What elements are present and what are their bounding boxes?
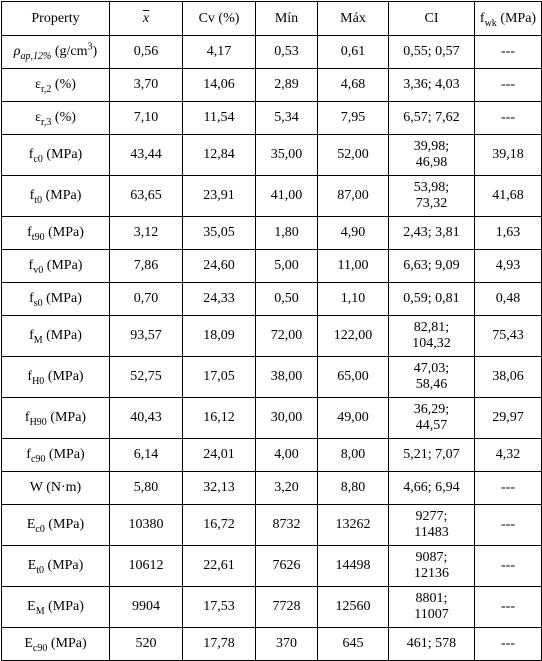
- cell-ci: 0,55; 0,57: [389, 36, 475, 69]
- cell-min: 7626: [256, 546, 318, 587]
- cell-fwk: 4,32: [475, 439, 542, 472]
- table-row: [2, 505, 542, 546]
- cell-ci: 6,63; 9,09: [389, 250, 475, 283]
- cell-cv: 17,53: [183, 587, 256, 628]
- cell-mean: 0,56: [110, 36, 183, 69]
- table-row: [2, 36, 542, 69]
- table-row: [2, 217, 542, 250]
- cell-mean: 93,57: [110, 316, 183, 357]
- cell-property: $\varepsilon_{r,2}$ (%): [2, 69, 110, 102]
- cell-property: $\varepsilon_{r,3}$ (%): [2, 102, 110, 135]
- cell-max: 122,00: [318, 316, 389, 357]
- cell-fwk: ---: [475, 587, 542, 628]
- cell-property: $f_{H90}$ (MPa): [2, 398, 110, 439]
- cell-ci: 53,98; 73,32: [389, 176, 475, 217]
- cell-ci: 39,98; 46,98: [389, 135, 475, 176]
- table-row: [2, 439, 542, 472]
- table-row: [2, 628, 542, 661]
- cell-ci: 36,29; 44,57: [389, 398, 475, 439]
- cell-mean: 10612: [110, 546, 183, 587]
- cell-mean: 7,86: [110, 250, 183, 283]
- cell-ci: 2,43; 3,81: [389, 217, 475, 250]
- cell-fwk: 75,43: [475, 316, 542, 357]
- cell-cv: 16,12: [183, 398, 256, 439]
- cell-property: $E_{c90}$ (MPa): [2, 628, 110, 661]
- cell-max: 49,00: [318, 398, 389, 439]
- cell-min: 72,00: [256, 316, 318, 357]
- cell-max: 0,61: [318, 36, 389, 69]
- cell-cv: 35,05: [183, 217, 256, 250]
- cell-property: $f_{c0}$ (MPa): [2, 135, 110, 176]
- cell-fwk: ---: [475, 36, 542, 69]
- cell-property: $f_{c90}$ (MPa): [2, 439, 110, 472]
- cell-max: 4,90: [318, 217, 389, 250]
- cell-fwk: 1,63: [475, 217, 542, 250]
- cell-max: 645: [318, 628, 389, 661]
- cell-property: $f_{s0}$ (MPa): [2, 283, 110, 316]
- table-row: [2, 587, 542, 628]
- cell-fwk: 0,48: [475, 283, 542, 316]
- cell-cv: 4,17: [183, 36, 256, 69]
- cell-min: 35,00: [256, 135, 318, 176]
- cell-min: 8732: [256, 505, 318, 546]
- header-row: [2, 2, 542, 36]
- cell-mean: 520: [110, 628, 183, 661]
- cell-property: $E_M$ (MPa): [2, 587, 110, 628]
- header-max: Máx: [318, 2, 389, 36]
- cell-cv: 22,61: [183, 546, 256, 587]
- cell-cv: 11,54: [183, 102, 256, 135]
- cell-mean: 52,75: [110, 357, 183, 398]
- cell-fwk: ---: [475, 546, 542, 587]
- cell-cv: 17,78: [183, 628, 256, 661]
- table-row: [2, 135, 542, 176]
- cell-min: 30,00: [256, 398, 318, 439]
- header-ci: CI: [389, 2, 475, 36]
- table-row: [2, 472, 542, 505]
- cell-fwk: ---: [475, 102, 542, 135]
- header-cv: Cv (%): [183, 2, 256, 36]
- cell-property: $\rho_{ap,12\%}$ $(g/cm^3)$: [2, 36, 110, 69]
- cell-fwk: ---: [475, 472, 542, 505]
- table-row: [2, 69, 542, 102]
- header-mean: [110, 2, 183, 36]
- cell-fwk: 4,93: [475, 250, 542, 283]
- cell-mean: 3,12: [110, 217, 183, 250]
- cell-max: 7,95: [318, 102, 389, 135]
- cell-mean: 5,80: [110, 472, 183, 505]
- table-body: [2, 36, 542, 661]
- cell-max: 4,68: [318, 69, 389, 102]
- table-row: [2, 250, 542, 283]
- mean-symbol: $\overline{x}$: [142, 10, 150, 26]
- cell-min: 7728: [256, 587, 318, 628]
- cell-fwk: 29,97: [475, 398, 542, 439]
- cell-min: 2,89: [256, 69, 318, 102]
- cell-fwk: 41,68: [475, 176, 542, 217]
- cell-ci: 47,03; 58,46: [389, 357, 475, 398]
- cell-min: 3,20: [256, 472, 318, 505]
- cell-ci: 5,21; 7,07: [389, 439, 475, 472]
- cell-property: W (N·m): [2, 472, 110, 505]
- cell-fwk: ---: [475, 505, 542, 546]
- cell-ci: 9277; 11483: [389, 505, 475, 546]
- header-min: Mín: [256, 2, 318, 36]
- cell-property: $f_{t0}$ (MPa): [2, 176, 110, 217]
- table-row: [2, 176, 542, 217]
- cell-property: $f_{v0}$ (MPa): [2, 250, 110, 283]
- cell-ci: 9087; 12136: [389, 546, 475, 587]
- cell-ci: 4,66; 6,94: [389, 472, 475, 505]
- table-row: [2, 357, 542, 398]
- table-row: [2, 546, 542, 587]
- cell-cv: 23,91: [183, 176, 256, 217]
- cell-max: 65,00: [318, 357, 389, 398]
- cell-min: 5,34: [256, 102, 318, 135]
- cell-min: 1,80: [256, 217, 318, 250]
- cell-cv: 18,09: [183, 316, 256, 357]
- cell-mean: 63,65: [110, 176, 183, 217]
- cell-property: $f_M$ (MPa): [2, 316, 110, 357]
- cell-cv: 16,72: [183, 505, 256, 546]
- cell-mean: 0,70: [110, 283, 183, 316]
- cell-min: 38,00: [256, 357, 318, 398]
- table-row: [2, 316, 542, 357]
- cell-min: 4,00: [256, 439, 318, 472]
- cell-ci: 8801; 11007: [389, 587, 475, 628]
- cell-mean: 40,43: [110, 398, 183, 439]
- cell-fwk: ---: [475, 628, 542, 661]
- cell-max: 11,00: [318, 250, 389, 283]
- cell-mean: 43,44: [110, 135, 183, 176]
- cell-mean: 3,70: [110, 69, 183, 102]
- cell-ci: 0,59; 0,81: [389, 283, 475, 316]
- cell-ci: 461; 578: [389, 628, 475, 661]
- cell-cv: 17,05: [183, 357, 256, 398]
- cell-fwk: 38,06: [475, 357, 542, 398]
- cell-property: $f_{H0}$ (MPa): [2, 357, 110, 398]
- cell-cv: 14,06: [183, 69, 256, 102]
- cell-min: 0,53: [256, 36, 318, 69]
- cell-mean: 10380: [110, 505, 183, 546]
- cell-max: 14498: [318, 546, 389, 587]
- cell-max: 1,10: [318, 283, 389, 316]
- cell-ci: 82,81; 104,32: [389, 316, 475, 357]
- cell-fwk: 39,18: [475, 135, 542, 176]
- cell-property: $E_{c0}$ (MPa): [2, 505, 110, 546]
- cell-min: 370: [256, 628, 318, 661]
- cell-mean: 7,10: [110, 102, 183, 135]
- cell-max: 12560: [318, 587, 389, 628]
- cell-mean: 9904: [110, 587, 183, 628]
- cell-cv: 24,01: [183, 439, 256, 472]
- cell-cv: 24,33: [183, 283, 256, 316]
- cell-mean: 6,14: [110, 439, 183, 472]
- cell-max: 13262: [318, 505, 389, 546]
- properties-table: [1, 1, 542, 661]
- cell-cv: 12,84: [183, 135, 256, 176]
- cell-min: 5,00: [256, 250, 318, 283]
- cell-ci: 6,57; 7,62: [389, 102, 475, 135]
- cell-property: $E_{t0}$ (MPa): [2, 546, 110, 587]
- cell-min: 0,50: [256, 283, 318, 316]
- table-row: [2, 398, 542, 439]
- cell-fwk: ---: [475, 69, 542, 102]
- cell-max: 87,00: [318, 176, 389, 217]
- cell-max: 8,00: [318, 439, 389, 472]
- cell-max: 52,00: [318, 135, 389, 176]
- cell-cv: 24,60: [183, 250, 256, 283]
- cell-property: $f_{t90}$ (MPa): [2, 217, 110, 250]
- header-fwk: $f_{wk}$ (MPa): [475, 2, 542, 36]
- header-property: Property: [2, 2, 110, 36]
- cell-max: 8,80: [318, 472, 389, 505]
- cell-min: 41,00: [256, 176, 318, 217]
- cell-cv: 32,13: [183, 472, 256, 505]
- table-row: [2, 283, 542, 316]
- table-row: [2, 102, 542, 135]
- cell-ci: 3,36; 4,03: [389, 69, 475, 102]
